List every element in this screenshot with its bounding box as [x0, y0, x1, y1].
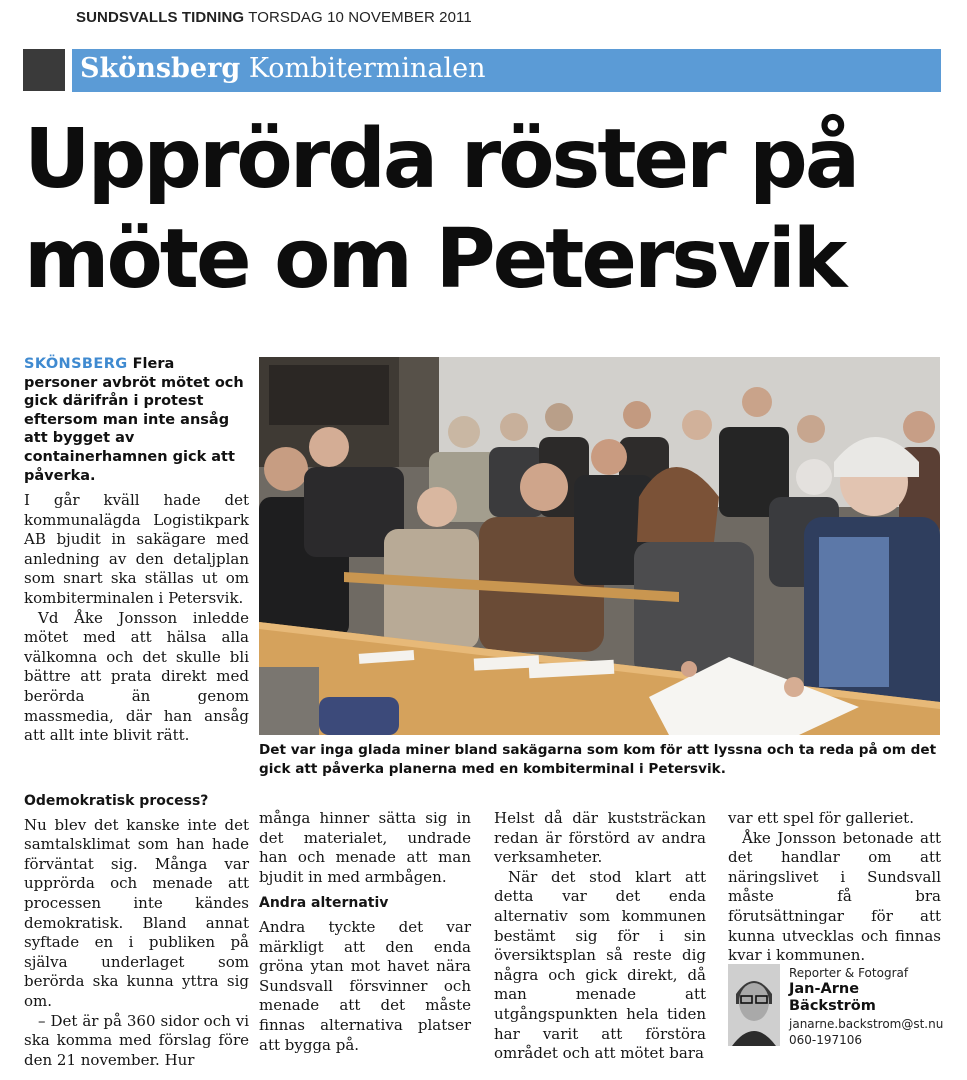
body-paragraph: I går kväll hade det kommunalägda Logistikpark AB bjudit in sakägare med anledning av den detaljplan som snart ska ställas ut om kombiterminalen i Petersvik.	[24, 491, 249, 607]
lead-text: Flera personer avbröt mötet och gick därifrån i protest eftersom man inte ansåg att bygget av containerhamnen gick att påverka.	[24, 356, 244, 484]
article-column-4	[728, 809, 941, 966]
reporter-portrait	[728, 964, 780, 1046]
body-paragraph: Vd Åke Jonsson inledde mötet med att hälsa alla välkomna och det skulle bli bättre att prata direkt med berörda än genom massmedia, där han ansåg att allt inte blivit rätt.	[24, 608, 249, 745]
section-place: Skönsberg	[80, 53, 241, 84]
issue-date: TORSDAG 10 NOVEMBER 2011	[248, 9, 472, 26]
byline-name: Jan-Arne Bäckström	[789, 981, 876, 1014]
byline-phone: 060-197106	[789, 1033, 863, 1047]
section-topic: Kombiterminalen	[248, 53, 486, 84]
body-paragraph: var ett spel för galleriet.	[728, 809, 914, 827]
section-kicker	[80, 53, 486, 84]
body-paragraph: många hinner sätta sig in det materialet, undrade han och menade att man bjudit in med armbågen.	[259, 809, 471, 886]
article-column-2	[259, 809, 471, 1055]
meeting-photo	[259, 357, 940, 735]
body-paragraph: Nu blev det kanske inte det samtalsklimat som han hade förväntat sig. Många var upprörda och menade att processen inte kändes demokratisk. Bland annat syftade en i publiken på självа underlaget som berörda ska kunna yttra sig om.	[24, 815, 249, 1010]
body-paragraph: Andra tyckte det var märkligt att den enda gröna ytan mot havet nära Sundsvall försvinner och menade att det måste finnas alternativa platser att bygga på.	[259, 917, 471, 1054]
byline-role: Reporter & Fotograf	[789, 966, 909, 980]
lead-paragraph	[24, 355, 249, 485]
section-marker	[23, 49, 65, 91]
section-bar	[72, 49, 941, 92]
article-column-1-continued	[24, 785, 249, 1070]
headline: Upprörda röster på möte om Petersvik	[24, 112, 858, 307]
masthead	[76, 9, 472, 26]
newspaper-name: SUNDSVALLS TIDNING	[76, 9, 245, 26]
byline-email[interactable]: janarne.backstrom@st.nu	[789, 1017, 944, 1031]
body-paragraph: – Det är på 360 sidor och vi ska komma med förslag före den 21 november. Hur	[24, 1011, 249, 1069]
dateline: SKÖNSBERG	[24, 356, 128, 372]
body-paragraph: När det stod klart att detta var det enda alternativ som kommunen bestämt sig för i sin översiktsplan så reste dig några och gick direkt, då man menade att utgångspunkten hela tiden har varit att förstöra området och att mötet bara	[494, 867, 706, 1063]
body-paragraph: Åke Jonsson betonade att det handlar om att näringslivet i Sundsvall måste få bra förutsättningar för att kunna utvecklas och finnas kvar i kommunen.	[728, 828, 941, 965]
article-column-1	[24, 491, 249, 746]
subheading: Andra alternativ	[259, 895, 389, 912]
photo-caption: Det var inga glada miner bland sakägarna som kom för att lyssna och ta reda på om det gick att påverka planerna med en kombiterminal i Petersvik.	[259, 742, 937, 778]
subheading: Odemokratisk process?	[24, 793, 209, 809]
article-column-3	[494, 809, 706, 1064]
body-paragraph: Helst då där kuststräckan redan är förstörd av andra verksamheter.	[494, 809, 706, 867]
